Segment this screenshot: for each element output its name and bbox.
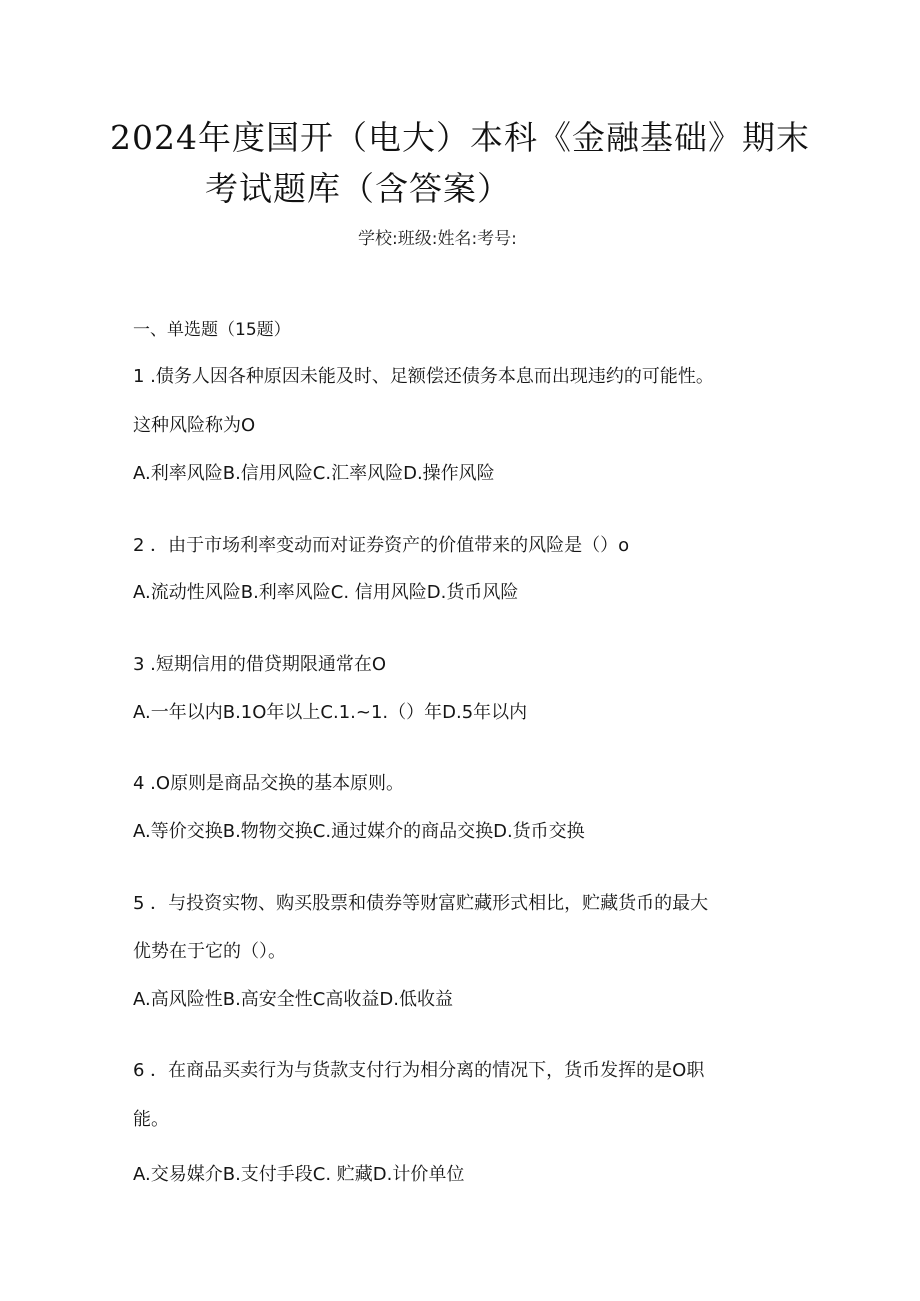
question-1-options: A.利率风险B.信用风险C.汇率风险D.操作风险 (133, 463, 495, 484)
question-2-stem-line-1: 2 ．由于市场利率变动而对证券资产的价值带来的风险是（）o (133, 535, 630, 556)
question-6-options: A.交易媒介B.支付手段C. 贮藏D.计价单位 (133, 1164, 465, 1185)
question-5-stem-line-1: 5 ．与投资实物、购买股票和债券等财富贮藏形式相比，贮藏货币的最大 (133, 893, 709, 914)
question-1-stem-line-2: 这种风险称为O (133, 415, 256, 436)
question-4-options: A.等价交换B.物物交换C.通过媒介的商品交换D.货币交换 (133, 821, 585, 842)
section-heading: 一、单选题（15题） (133, 320, 291, 340)
document-title-line-1: 2024年度国开（电大）本科《金融基础》期末 (110, 118, 810, 157)
question-4-stem-line-1: 4 .O原则是商品交换的基本原则。 (133, 773, 405, 794)
question-3-options: A.一年以内B.1O年以上C.1.~1.（）年D.5年以内 (133, 702, 528, 723)
question-2-options: A.流动性风险B.利率风险C. 信用风险D.货币风险 (133, 582, 519, 603)
question-6-stem-line-1: 6 ．在商品买卖行为与货款支付行为相分离的情况下，货币发挥的是O职 (133, 1060, 705, 1081)
question-6-stem-line-2: 能。 (133, 1109, 169, 1130)
question-5-options: A.高风险性B.高安全性C高收益D.低收益 (133, 989, 453, 1010)
question-1-stem-line-1: 1 .债务人因各种原因未能及时、足额偿还债务本息而出现违约的可能性。 (133, 366, 714, 387)
document-title-line-2: 考试题库（含答案） (205, 169, 511, 208)
question-5-stem-line-2: 优势在于它的（）。 (133, 941, 286, 962)
question-3-stem-line-1: 3 .短期信用的借贷期限通常在O (133, 654, 387, 675)
student-info-line: 学校:班级:姓名:考号: (358, 229, 517, 249)
